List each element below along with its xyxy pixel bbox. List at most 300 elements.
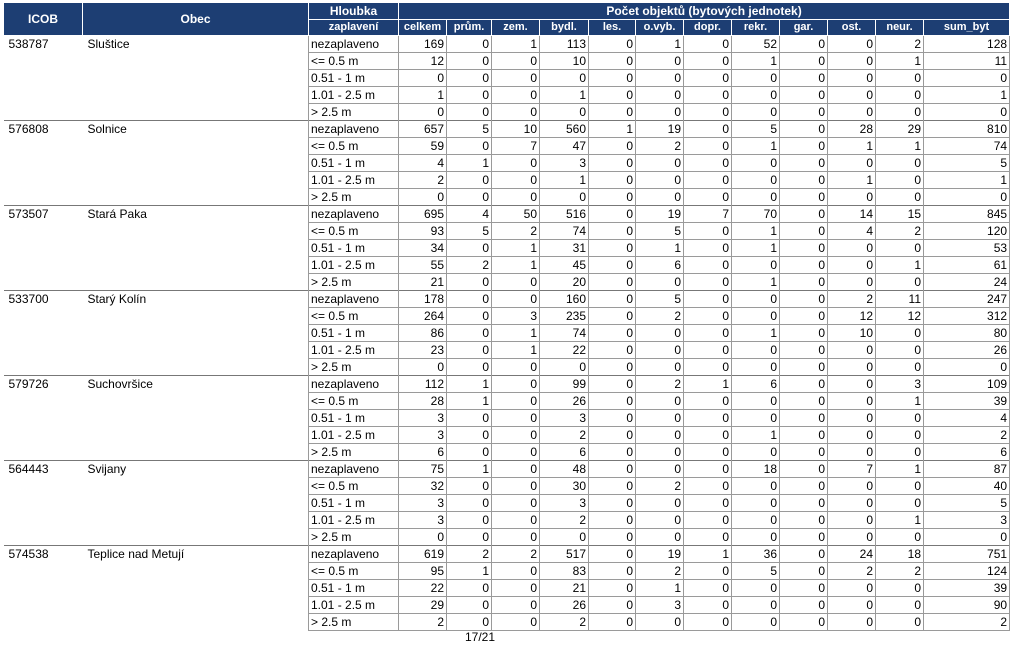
hloubka-cell: 1.01 - 2.5 m [309, 172, 399, 189]
hloubka-cell: 1.01 - 2.5 m [309, 427, 399, 444]
value-cell: 0 [780, 512, 828, 529]
value-cell: 0 [684, 223, 732, 240]
value-cell: 0 [447, 512, 492, 529]
table-row [4, 393, 1010, 410]
ico-cell [4, 189, 83, 206]
value-cell: 0 [684, 104, 732, 121]
hloubka-cell: > 2.5 m [309, 104, 399, 121]
value-cell: 1 [924, 172, 1010, 189]
table-row [4, 274, 1010, 291]
value-cell: 0 [447, 36, 492, 53]
value-cell: 0 [876, 325, 924, 342]
value-cell: 0 [492, 444, 540, 461]
value-cell: 160 [540, 291, 589, 308]
header-hloubka-line1: Hloubka [309, 3, 399, 20]
value-cell: 0 [447, 291, 492, 308]
value-cell: 10 [828, 325, 876, 342]
value-cell: 7 [828, 461, 876, 478]
value-cell: 0 [924, 189, 1010, 206]
obec-cell [83, 410, 309, 427]
table-row [4, 240, 1010, 257]
value-cell: 19 [636, 121, 684, 138]
value-cell: 0 [492, 104, 540, 121]
value-cell: 2 [636, 376, 684, 393]
value-cell: 0 [732, 478, 780, 495]
ico-cell [4, 359, 83, 376]
value-cell: 1 [876, 461, 924, 478]
value-cell: 0 [447, 427, 492, 444]
value-cell: 1 [732, 240, 780, 257]
value-cell: 0 [780, 308, 828, 325]
value-cell: 1 [589, 121, 636, 138]
ico-cell [4, 172, 83, 189]
hloubka-cell: > 2.5 m [309, 189, 399, 206]
value-cell: 0 [492, 155, 540, 172]
value-cell: 0 [636, 427, 684, 444]
value-cell: 1 [732, 53, 780, 70]
hloubka-cell: <= 0.5 m [309, 478, 399, 495]
value-cell: 0 [492, 563, 540, 580]
value-cell: 0 [876, 495, 924, 512]
value-cell: 0 [636, 70, 684, 87]
value-cell: 0 [492, 274, 540, 291]
value-cell: 0 [492, 478, 540, 495]
value-cell: 0 [447, 308, 492, 325]
value-cell: 5 [636, 223, 684, 240]
value-cell: 0 [684, 121, 732, 138]
value-cell: 0 [828, 614, 876, 631]
obec-cell: Solnice [83, 121, 309, 138]
value-cell: 0 [780, 155, 828, 172]
ico-cell: 564443 [4, 461, 83, 478]
value-cell: 0 [447, 87, 492, 104]
obec-cell [83, 189, 309, 206]
hloubka-cell: nezaplaveno [309, 121, 399, 138]
value-cell: 50 [492, 206, 540, 223]
value-cell: 99 [540, 376, 589, 393]
value-cell: 0 [780, 274, 828, 291]
value-cell: 0 [589, 546, 636, 563]
value-cell: 2 [636, 138, 684, 155]
value-cell: 0 [589, 53, 636, 70]
hloubka-cell: 0.51 - 1 m [309, 240, 399, 257]
obec-cell [83, 274, 309, 291]
value-cell: 0 [780, 427, 828, 444]
value-cell: 0 [636, 410, 684, 427]
table-row [4, 427, 1010, 444]
value-cell: 0 [732, 172, 780, 189]
value-cell: 5 [924, 495, 1010, 512]
hloubka-cell: 1.01 - 2.5 m [309, 512, 399, 529]
value-cell: 48 [540, 461, 589, 478]
ico-cell: 533700 [4, 291, 83, 308]
ico-cell [4, 223, 83, 240]
value-cell: 1 [684, 376, 732, 393]
value-cell: 5 [447, 121, 492, 138]
value-cell: 3 [540, 410, 589, 427]
value-cell: 0 [636, 393, 684, 410]
obec-cell [83, 70, 309, 87]
obec-cell: Stará Paka [83, 206, 309, 223]
value-cell: 0 [636, 104, 684, 121]
value-cell: 40 [924, 478, 1010, 495]
value-cell: 0 [492, 580, 540, 597]
value-cell: 0 [684, 410, 732, 427]
value-cell: 19 [636, 546, 684, 563]
value-cell: 0 [589, 495, 636, 512]
value-cell: 10 [540, 53, 589, 70]
value-cell: 74 [540, 325, 589, 342]
value-cell: 22 [540, 342, 589, 359]
value-cell: 1 [876, 53, 924, 70]
value-cell: 1 [447, 393, 492, 410]
value-cell: 0 [732, 87, 780, 104]
value-cell: 1 [732, 223, 780, 240]
value-cell: 0 [589, 155, 636, 172]
column-header: o.vyb. [636, 20, 684, 36]
value-cell: 3 [636, 597, 684, 614]
value-cell: 5 [636, 291, 684, 308]
value-cell: 1 [399, 87, 447, 104]
hloubka-cell: 0.51 - 1 m [309, 325, 399, 342]
value-cell: 0 [732, 614, 780, 631]
value-cell: 0 [589, 597, 636, 614]
value-cell: 0 [492, 376, 540, 393]
value-cell: 1 [447, 376, 492, 393]
value-cell: 0 [732, 104, 780, 121]
value-cell: 0 [780, 546, 828, 563]
value-cell: 0 [447, 614, 492, 631]
value-cell: 1 [732, 325, 780, 342]
value-cell: 23 [399, 342, 447, 359]
value-cell: 0 [876, 478, 924, 495]
column-header: ost. [828, 20, 876, 36]
value-cell: 0 [636, 512, 684, 529]
hloubka-cell: 1.01 - 2.5 m [309, 342, 399, 359]
value-cell: 0 [732, 308, 780, 325]
value-cell: 0 [828, 274, 876, 291]
value-cell: 0 [828, 478, 876, 495]
value-cell: 0 [780, 240, 828, 257]
value-cell: 0 [828, 376, 876, 393]
value-cell: 0 [924, 359, 1010, 376]
value-cell: 26 [540, 597, 589, 614]
value-cell: 312 [924, 308, 1010, 325]
value-cell: 4 [447, 206, 492, 223]
ico-cell [4, 580, 83, 597]
value-cell: 0 [589, 444, 636, 461]
hloubka-cell: 0.51 - 1 m [309, 495, 399, 512]
table-row [4, 53, 1010, 70]
value-cell: 0 [684, 70, 732, 87]
value-cell: 2 [399, 172, 447, 189]
value-cell: 1 [492, 240, 540, 257]
value-cell: 0 [780, 478, 828, 495]
value-cell: 5 [447, 223, 492, 240]
value-cell: 0 [492, 597, 540, 614]
value-cell: 0 [447, 172, 492, 189]
document-page [3, 2, 1008, 631]
table-row [4, 614, 1010, 631]
value-cell: 26 [924, 342, 1010, 359]
table-row [4, 36, 1010, 53]
value-cell: 0 [780, 172, 828, 189]
value-cell: 0 [876, 342, 924, 359]
value-cell: 0 [732, 410, 780, 427]
value-cell: 7 [492, 138, 540, 155]
value-cell: 1 [828, 138, 876, 155]
value-cell: 128 [924, 36, 1010, 53]
value-cell: 19 [636, 206, 684, 223]
ico-cell [4, 308, 83, 325]
value-cell: 3 [924, 512, 1010, 529]
value-cell: 0 [828, 53, 876, 70]
value-cell: 2 [492, 546, 540, 563]
ico-cell [4, 614, 83, 631]
table-row [4, 580, 1010, 597]
obec-cell [83, 87, 309, 104]
value-cell: 0 [589, 478, 636, 495]
value-cell: 0 [399, 70, 447, 87]
value-cell: 90 [924, 597, 1010, 614]
value-cell: 0 [780, 36, 828, 53]
value-cell: 1 [924, 87, 1010, 104]
value-cell: 74 [924, 138, 1010, 155]
table-row [4, 70, 1010, 87]
value-cell: 0 [492, 461, 540, 478]
value-cell: 1 [447, 155, 492, 172]
value-cell: 11 [876, 291, 924, 308]
value-cell: 1 [447, 461, 492, 478]
value-cell: 0 [780, 461, 828, 478]
value-cell: 0 [684, 495, 732, 512]
hloubka-cell: 0.51 - 1 m [309, 410, 399, 427]
value-cell: 0 [447, 410, 492, 427]
value-cell: 2 [876, 563, 924, 580]
value-cell: 0 [399, 529, 447, 546]
value-cell: 2 [447, 257, 492, 274]
ico-cell [4, 104, 83, 121]
value-cell: 0 [876, 359, 924, 376]
value-cell: 0 [828, 512, 876, 529]
value-cell: 2 [876, 223, 924, 240]
value-cell: 93 [399, 223, 447, 240]
header-obec: Obec [83, 3, 309, 36]
value-cell: 5 [732, 121, 780, 138]
value-cell: 0 [684, 444, 732, 461]
ico-cell [4, 478, 83, 495]
table-row [4, 376, 1010, 393]
value-cell: 24 [828, 546, 876, 563]
value-cell: 3 [540, 495, 589, 512]
value-cell: 0 [589, 36, 636, 53]
table-row [4, 155, 1010, 172]
value-cell: 0 [589, 70, 636, 87]
value-cell: 1 [732, 138, 780, 155]
value-cell: 5 [924, 155, 1010, 172]
value-cell: 657 [399, 121, 447, 138]
table-row [4, 478, 1010, 495]
value-cell: 0 [636, 53, 684, 70]
obec-cell [83, 104, 309, 121]
value-cell: 0 [540, 529, 589, 546]
value-cell: 0 [492, 172, 540, 189]
value-cell: 0 [732, 359, 780, 376]
hloubka-cell: <= 0.5 m [309, 138, 399, 155]
value-cell: 845 [924, 206, 1010, 223]
value-cell: 0 [732, 393, 780, 410]
value-cell: 86 [399, 325, 447, 342]
hloubka-cell: 1.01 - 2.5 m [309, 257, 399, 274]
value-cell: 0 [828, 410, 876, 427]
value-cell: 0 [684, 393, 732, 410]
ico-cell [4, 155, 83, 172]
obec-cell [83, 427, 309, 444]
value-cell: 1 [540, 87, 589, 104]
page-number: 17/21 [464, 630, 496, 644]
value-cell: 0 [447, 104, 492, 121]
value-cell: 120 [924, 223, 1010, 240]
value-cell: 0 [636, 529, 684, 546]
value-cell: 0 [732, 189, 780, 206]
obec-cell [83, 257, 309, 274]
obec-cell [83, 529, 309, 546]
value-cell: 6 [732, 376, 780, 393]
value-cell: 0 [589, 223, 636, 240]
value-cell: 0 [684, 36, 732, 53]
value-cell: 0 [780, 70, 828, 87]
column-header: prům. [447, 20, 492, 36]
value-cell: 0 [684, 478, 732, 495]
value-cell: 0 [589, 308, 636, 325]
value-cell: 0 [589, 359, 636, 376]
value-cell: 4 [828, 223, 876, 240]
value-cell: 0 [876, 597, 924, 614]
ico-cell [4, 495, 83, 512]
value-cell: 0 [876, 614, 924, 631]
value-cell: 810 [924, 121, 1010, 138]
value-cell: 0 [589, 461, 636, 478]
value-cell: 1 [876, 512, 924, 529]
value-cell: 0 [589, 529, 636, 546]
value-cell: 0 [447, 597, 492, 614]
value-cell: 0 [780, 393, 828, 410]
value-cell: 6 [399, 444, 447, 461]
table-row [4, 172, 1010, 189]
table-row [4, 257, 1010, 274]
value-cell: 0 [447, 580, 492, 597]
value-cell: 0 [780, 223, 828, 240]
value-cell: 0 [924, 104, 1010, 121]
ico-cell: 579726 [4, 376, 83, 393]
hloubka-cell: nezaplaveno [309, 546, 399, 563]
value-cell: 5 [732, 563, 780, 580]
ico-cell [4, 53, 83, 70]
value-cell: 0 [447, 138, 492, 155]
hloubka-cell: > 2.5 m [309, 274, 399, 291]
value-cell: 0 [780, 495, 828, 512]
value-cell: 0 [732, 342, 780, 359]
value-cell: 0 [732, 529, 780, 546]
value-cell: 3 [876, 376, 924, 393]
value-cell: 124 [924, 563, 1010, 580]
obec-cell: Svijany [83, 461, 309, 478]
value-cell: 2 [924, 614, 1010, 631]
value-cell: 0 [492, 529, 540, 546]
value-cell: 560 [540, 121, 589, 138]
value-cell: 0 [684, 529, 732, 546]
value-cell: 0 [589, 512, 636, 529]
value-cell: 0 [684, 87, 732, 104]
value-cell: 1 [876, 257, 924, 274]
ico-cell [4, 529, 83, 546]
value-cell: 2 [540, 427, 589, 444]
value-cell: 0 [876, 104, 924, 121]
value-cell: 0 [780, 563, 828, 580]
hloubka-cell: > 2.5 m [309, 614, 399, 631]
value-cell: 2 [540, 614, 589, 631]
hloubka-cell: > 2.5 m [309, 444, 399, 461]
value-cell: 95 [399, 563, 447, 580]
obec-cell [83, 53, 309, 70]
obec-cell [83, 393, 309, 410]
value-cell: 517 [540, 546, 589, 563]
value-cell: 3 [399, 427, 447, 444]
value-cell: 0 [876, 274, 924, 291]
value-cell: 6 [540, 444, 589, 461]
table-row [4, 444, 1010, 461]
value-cell: 0 [636, 461, 684, 478]
value-cell: 0 [780, 597, 828, 614]
ico-cell: 576808 [4, 121, 83, 138]
value-cell: 0 [828, 155, 876, 172]
value-cell: 31 [540, 240, 589, 257]
value-cell: 0 [684, 597, 732, 614]
value-cell: 0 [589, 172, 636, 189]
value-cell: 3 [540, 155, 589, 172]
value-cell: 0 [540, 189, 589, 206]
value-cell: 1 [876, 138, 924, 155]
obec-cell [83, 614, 309, 631]
value-cell: 0 [589, 257, 636, 274]
value-cell: 0 [828, 104, 876, 121]
value-cell: 3 [399, 495, 447, 512]
value-cell: 109 [924, 376, 1010, 393]
flood-objects-table [3, 2, 1010, 631]
value-cell: 1 [732, 274, 780, 291]
value-cell: 0 [828, 240, 876, 257]
value-cell: 0 [780, 121, 828, 138]
value-cell: 247 [924, 291, 1010, 308]
value-cell: 2 [924, 427, 1010, 444]
value-cell: 0 [876, 155, 924, 172]
obec-cell [83, 172, 309, 189]
ico-cell: 538787 [4, 36, 83, 53]
value-cell: 53 [924, 240, 1010, 257]
value-cell: 4 [924, 410, 1010, 427]
value-cell: 2 [492, 223, 540, 240]
value-cell: 29 [399, 597, 447, 614]
value-cell: 0 [492, 495, 540, 512]
value-cell: 0 [636, 495, 684, 512]
value-cell: 0 [684, 291, 732, 308]
value-cell: 0 [684, 359, 732, 376]
value-cell: 0 [540, 70, 589, 87]
value-cell: 1 [492, 325, 540, 342]
column-header: zem. [492, 20, 540, 36]
value-cell: 6 [636, 257, 684, 274]
value-cell: 0 [780, 529, 828, 546]
